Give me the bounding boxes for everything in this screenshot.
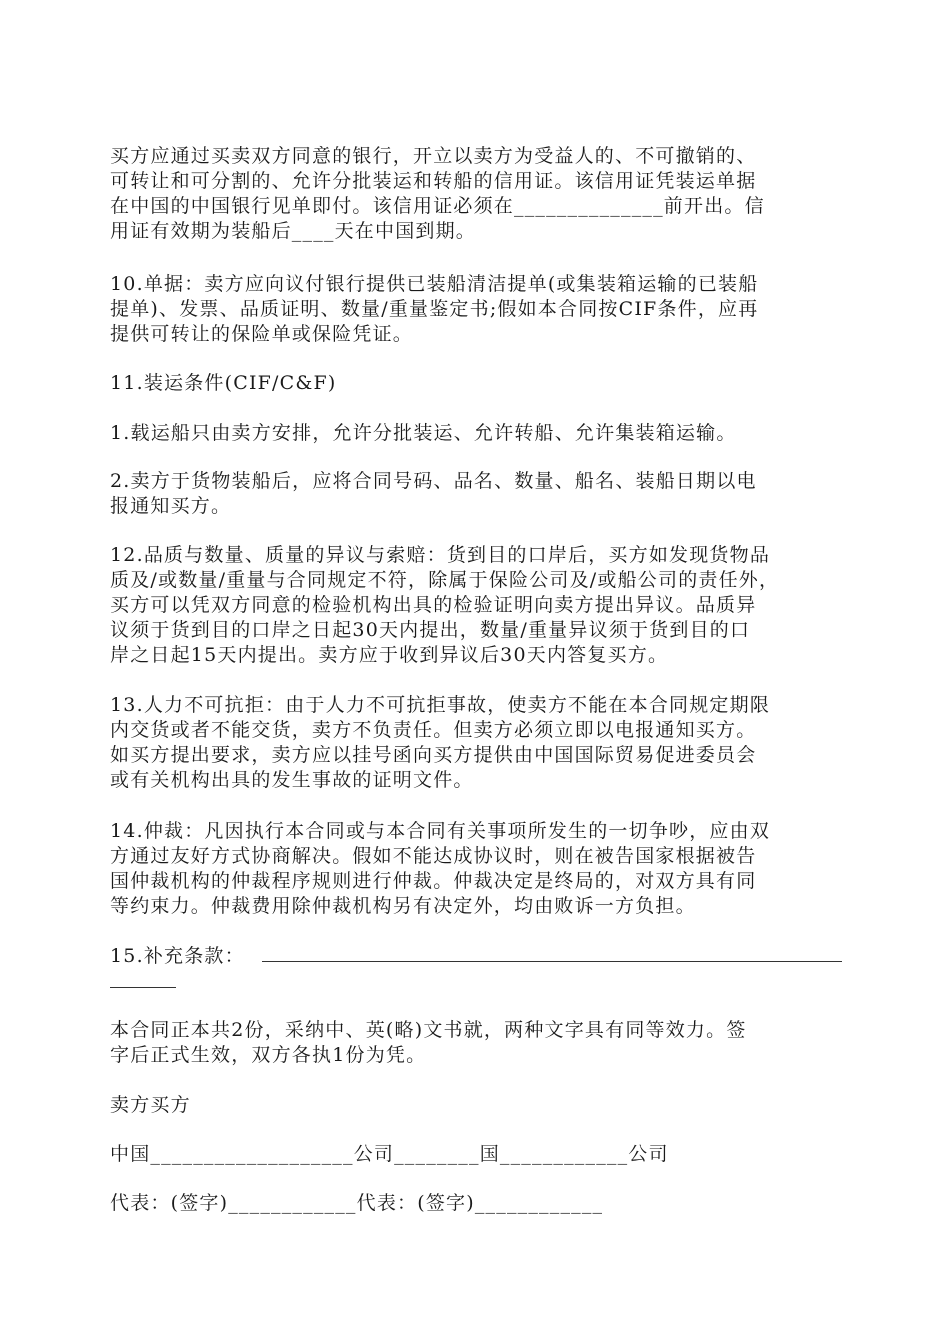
- text-line: 内交货或者不能交货，卖方不负责任。但卖方必须立即以电报通知买方。: [110, 719, 757, 741]
- text-line: 提单)、发票、品质证明、数量/重量鉴定书;假如本合同按CIF条件，应再: [110, 298, 759, 320]
- text-line: 方通过友好方式协商解决。假如不能达成协议时，则在被告国家根据被告: [110, 845, 757, 867]
- text-line: 14.仲裁：凡因执行本合同或与本合同有关事项所发生的一切争吵，应由双: [110, 820, 771, 842]
- text-line: 卖方买方: [110, 1094, 191, 1116]
- documents-clause: [110, 272, 845, 347]
- letter-of-credit-paragraph: [110, 144, 845, 244]
- text-line: 代表：(签字)____________代表：(签字)____________: [110, 1192, 604, 1214]
- supplementary-terms: [110, 944, 845, 994]
- text-line: 国仲裁机构的仲裁程序规则进行仲裁。仲裁决定是终局的，对双方具有同: [110, 870, 757, 892]
- company-signature-line: [110, 1142, 845, 1167]
- supplementary-terms-blank-line-continued: [110, 987, 176, 988]
- text-line: 等约束力。仲裁费用除仲裁机构另有决定外，均由败诉一方负担。: [110, 895, 696, 917]
- text-line: 可转让和可分割的、允许分批装运和转船的信用证。该信用证凭装运单据: [110, 170, 757, 192]
- text-line: 11.装运条件(CIF/C&F): [110, 372, 337, 394]
- text-line: 1.载运船只由卖方安排，允许分批装运、允许转船、允许集装箱运输。: [110, 422, 737, 444]
- supplementary-terms-blank-line: [262, 961, 842, 962]
- text-line: 质及/或数量/重量与合同规定不符，除属于保险公司及/或船公司的责任外，: [110, 569, 780, 591]
- text-line: 岸之日起15天内提出。卖方应于收到异议后30天内答复买方。: [110, 644, 669, 666]
- arbitration-clause: [110, 819, 845, 919]
- text-line: 2.卖方于货物装船后，应将合同号码、品名、数量、船名、装船日期以电: [110, 470, 757, 492]
- text-line: 用证有效期为装船后____天在中国到期。: [110, 220, 477, 242]
- parties-heading: [110, 1093, 845, 1118]
- shipping-term-2: [110, 469, 845, 519]
- shipping-terms-heading: [110, 371, 845, 396]
- text-line: 报通知买方。: [110, 495, 232, 517]
- text-line: 中国___________________公司________国____________公司: [110, 1143, 669, 1165]
- copies-clause: [110, 1018, 845, 1068]
- representative-signature-line: [110, 1191, 845, 1216]
- text-line: [110, 969, 845, 994]
- text-line: 本合同正本共2份，采纳中、英(略)文书就，两种文字具有同等效力。签: [110, 1019, 747, 1041]
- text-line: 议须于货到目的口岸之日起30天内提出，数量/重量异议须于货到目的口: [110, 619, 751, 641]
- text-line: 提供可转让的保险单或保险凭证。: [110, 323, 414, 345]
- text-line: 15.补充条款：: [110, 945, 245, 967]
- text-line: 买方可以凭双方同意的检验机构出具的检验证明向卖方提出异议。品质异: [110, 594, 757, 616]
- text-line: 12.品质与数量、质量的异议与索赔：货到目的口岸后，买方如发现货物品: [110, 544, 771, 566]
- text-line: 在中国的中国银行见单即付。该信用证必须在______________前开出。信: [110, 195, 765, 217]
- text-line: 13.人力不可抗拒：由于人力不可抗拒事故，使卖方不能在本合同规定期限: [110, 694, 771, 716]
- text-line: 10.单据：卖方应向议付银行提供已装船清洁提单(或集装箱运输的已装船: [110, 273, 759, 295]
- quality-claims-clause: [110, 543, 845, 668]
- shipping-term-1: [110, 421, 845, 446]
- force-majeure-clause: [110, 693, 845, 793]
- text-line: 字后正式生效，双方各执1份为凭。: [110, 1044, 427, 1066]
- text-line: 或有关机构出具的发生事故的证明文件。: [110, 769, 474, 791]
- text-line: 如买方提出要求，卖方应以挂号函向买方提供由中国国际贸易促进委员会: [110, 744, 757, 766]
- text-line: 买方应通过买卖双方同意的银行，开立以卖方为受益人的、不可撤销的、: [110, 145, 757, 167]
